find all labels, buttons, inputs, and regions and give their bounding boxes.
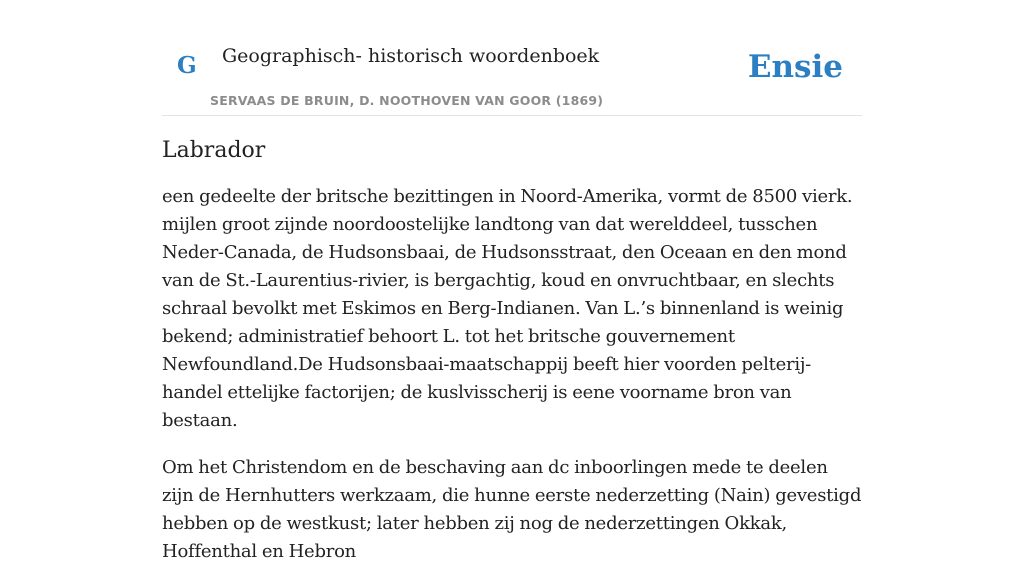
article-paragraph-2: Om het Christendom en de beschaving aan dc inboorlingen mede te deelen zijn de Hernhutters werkzaam, die hunne eerste nederzetting (Nain) gevestigd hebben op de westkust; later hebben zij nog de nederzettingen Okkak, Hoffenthal en Hebron <box>162 457 862 563</box>
article-title: Labrador <box>162 138 266 163</box>
article-paragraph-1: een gedeelte der britsche bezittingen in Noord-Amerika, vormt de 8500 vierk. mijlen groot zijnde noordoostelijke landtong van dat werelddeel, tusschen Neder-Canada, de Hudsonsbaai, de Hudsonsstraat, den Oceaan en den mond van de St.-Laurentius-rivier, is bergachtig, koud en onvruchtbaar, en slechts schraal bevolkt met Eskimos en Berg-Indianen. Van L.’s binnenland is weinig bekend; administratief behoort L. tot het britsche gouvernement Newfoundland.De Hudsonsbaai-maatschappij beeft hier voorden pelterij-handel ettelijke factorijen; de kuslvisscherij is eene voorname bron van bestaan. <box>162 186 853 432</box>
site-header <box>162 0 862 116</box>
article <box>162 138 862 585</box>
ensie-brand-logo[interactable]: Ensie <box>747 49 843 85</box>
dictionary-title-link[interactable]: Geographisch- historisch woordenboek <box>222 45 600 67</box>
dictionary-logo-icon[interactable]: G <box>177 52 197 79</box>
dictionary-authors: SERVAAS DE BRUIN, D. NOOTHOVEN VAN GOOR (1869) <box>210 93 604 108</box>
